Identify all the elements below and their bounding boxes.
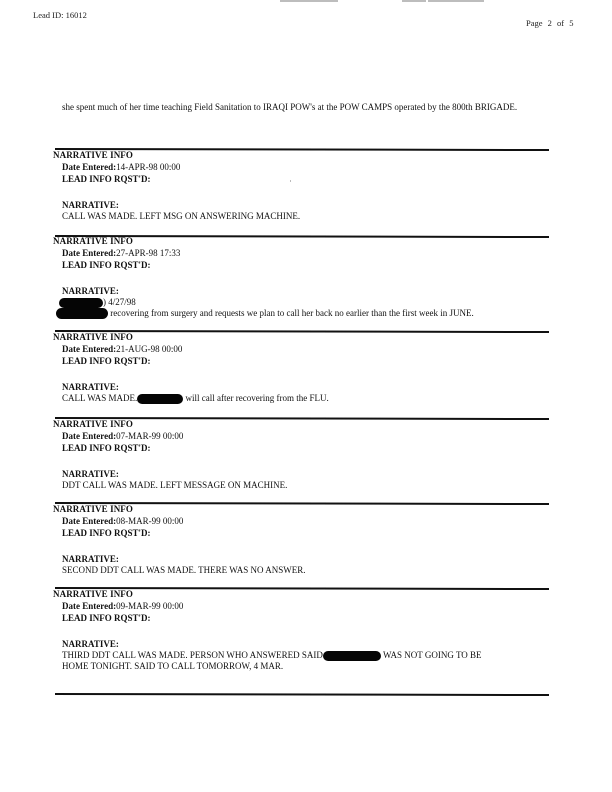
lead-info-field (62, 173, 553, 185)
date-entered-field (62, 600, 553, 612)
narrative-label: NARRATIVE: (62, 639, 119, 649)
lead-info-label: LEAD INFO RQST'D: (62, 174, 151, 184)
narrative-label: NARRATIVE: (62, 200, 119, 210)
date-entered-label: Date Entered: (62, 601, 117, 611)
narrative-entry (53, 589, 553, 672)
narrative-label: NARRATIVE: (62, 469, 119, 479)
date-entered-label: Date Entered: (62, 431, 117, 441)
section-title: NARRATIVE INFO (53, 504, 133, 514)
lead-info-label: LEAD INFO RQST'D: (62, 443, 151, 453)
date-entered-label: Date Entered: (62, 248, 117, 258)
date-entered-value: 27-APR-98 17:33 (116, 248, 181, 258)
narrative-line1: ) 4/27/98 (103, 297, 136, 307)
narrative-entry (53, 419, 553, 491)
narrative-label: NARRATIVE: (62, 382, 119, 392)
narrative-text: SECOND DDT CALL WAS MADE. THERE WAS NO ANSWER. (62, 565, 306, 575)
narrative-line2: recovering from surgery and requests we plan to call her back no earlier than the first week in JUNE. (110, 308, 474, 318)
date-entered-label: Date Entered: (62, 344, 117, 354)
date-entered-field (62, 247, 553, 259)
narrative-text (62, 308, 553, 319)
date-entered-label: Date Entered: (62, 516, 117, 526)
redaction-block (56, 308, 108, 319)
lead-info-field (62, 259, 553, 271)
date-entered-value: 07-MAR-99 00:00 (116, 431, 184, 441)
section-title: NARRATIVE INFO (53, 150, 133, 160)
narrative-text (62, 393, 553, 404)
date-entered-value: 21-AUG-98 00:00 (116, 344, 183, 354)
narrative-text: CALL WAS MADE. LEFT MSG ON ANSWERING MACHINE. (62, 211, 301, 221)
scan-artifact (402, 0, 426, 2)
narrative-prefix: THIRD DDT CALL WAS MADE. PERSON WHO ANSWERED SAID (62, 650, 323, 660)
scan-artifact (280, 0, 338, 2)
page-number: Page 2 of 5 (526, 18, 574, 28)
date-entered-field (62, 430, 553, 442)
narrative-entry (53, 150, 553, 222)
date-entered-value: 14-APR-98 00:00 (116, 162, 181, 172)
date-entered-value: 09-MAR-99 00:00 (116, 601, 184, 611)
section-title: NARRATIVE INFO (53, 419, 133, 429)
narrative-prefix: CALL WAS MADE. (62, 393, 138, 403)
lead-info-label: LEAD INFO RQST'D: (62, 260, 151, 270)
section-title: NARRATIVE INFO (53, 236, 133, 246)
lead-info-label: LEAD INFO RQST'D: (62, 613, 151, 623)
redaction-block (137, 394, 183, 404)
lead-info-field (62, 442, 553, 454)
lead-info-label: LEAD INFO RQST'D: (62, 528, 151, 538)
lead-info-field (62, 355, 553, 367)
narrative-label: NARRATIVE: (62, 554, 119, 564)
narrative-suffix: WAS NOT GOING TO BE (380, 650, 482, 660)
lead-info-field (62, 612, 553, 624)
narrative-text (62, 650, 553, 661)
section-title: NARRATIVE INFO (53, 589, 133, 599)
narrative-text (62, 297, 553, 308)
narrative-text-line2: HOME TONIGHT. SAID TO CALL TOMORROW, 4 MAR. (62, 661, 284, 671)
redaction-block (59, 298, 103, 308)
lead-info-field (62, 527, 553, 539)
date-entered-field (62, 515, 553, 527)
lead-info-label: LEAD INFO RQST'D: (62, 356, 151, 366)
date-entered-field (62, 161, 553, 173)
lead-id: Lead ID: 16012 (33, 10, 87, 20)
date-entered-label: Date Entered: (62, 162, 117, 172)
narrative-label: NARRATIVE: (62, 286, 119, 296)
section-divider-end (55, 693, 549, 696)
redaction-block (323, 651, 381, 661)
section-title: NARRATIVE INFO (53, 332, 133, 342)
date-entered-value: 08-MAR-99 00:00 (116, 516, 184, 526)
narrative-suffix: will call after recovering from the FLU. (185, 393, 329, 403)
narrative-entry (53, 332, 553, 404)
narrative-entry (53, 236, 553, 319)
narrative-entry (53, 504, 553, 576)
scan-artifact (428, 0, 484, 2)
date-entered-field (62, 343, 553, 355)
narrative-text: DDT CALL WAS MADE. LEFT MESSAGE ON MACHINE. (62, 480, 288, 490)
intro-paragraph: she spent much of her time teaching Field Sanitation to IRAQI POW's at the POW CAMPS operated by the 800th BRIGADE. (62, 102, 518, 112)
